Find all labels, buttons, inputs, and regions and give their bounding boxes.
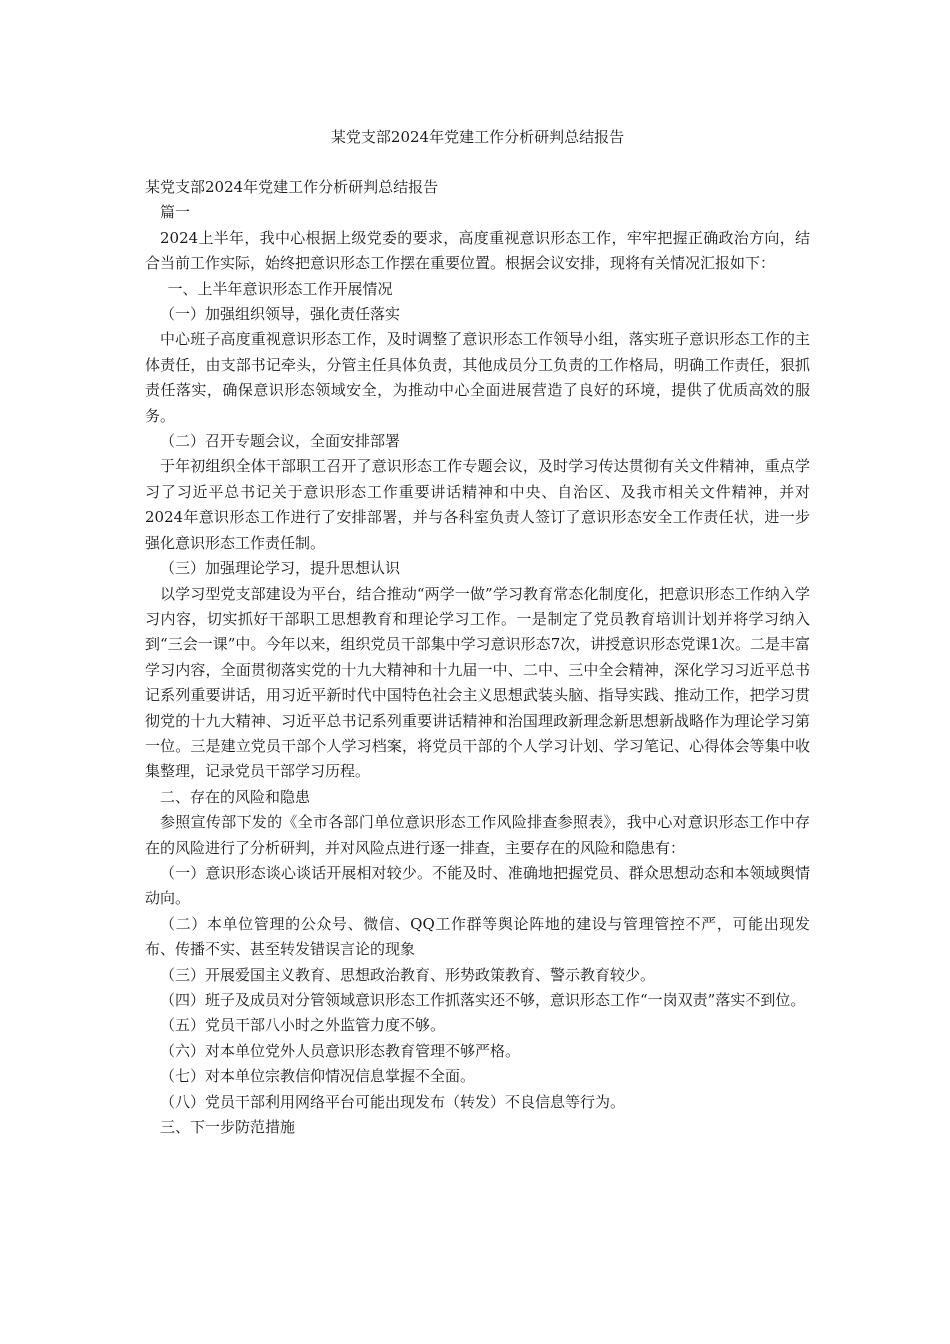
section-label: 篇一 (160, 203, 191, 222)
paragraph: 2024上半年，我中心根据上级党委的要求，高度重视意识形态工作，牢牢把握正确政治方向，结合当前工作实际，始终把意识形态工作摆在重要位置。根据会议安排，现将有关情况汇报如下： (145, 228, 810, 273)
paragraph: 参照宣传部下发的《全市各部门单位意识形态工作风险排查参照表》，我中心对意识形态工作中存在的风险进行了分析研判，并对风险点进行逐一排查，主要存在的风险和隐患有： (145, 813, 810, 857)
risk-item: （八）党员干部利用网络平台可能出现发布（转发）不良信息等行为。 (160, 1092, 626, 1111)
subsection-heading: （一）加强组织领导，强化责任落实 (160, 305, 401, 324)
paragraph: 于年初组织全体干部职工召开了意识形态工作专题会议，及时学习传达贯彻有关文件精神，重点学习了习近平总书记关于意识形态工作重要讲话精神和中央、自治区、及我市相关文件精神，并对2024年意识形态工作进行了安排部署，并与各科室负责人签订了意识形态安全工作责任状，进一步强化意识形态工作责任制。 (145, 457, 810, 552)
section-heading: 二、存在的风险和隐患 (160, 787, 311, 806)
risk-item: （三）开展爱国主义教育、思想政治教育、形势政策教育、警示教育较少。 (160, 965, 656, 984)
risk-item: （七）对本单位宗教信仰情况信息掌握不全面。 (160, 1067, 476, 1086)
risk-item: （五）党员干部八小时之外监管力度不够。 (160, 1016, 446, 1035)
document-body (145, 175, 810, 1140)
paragraph: 以学习型党支部建设为平台，结合推动“两学一做”学习教育常态化制度化，把意识形态工作纳入学习内容，切实抓好干部职工思想教育和理论学习工作。一是制定了党员教育培训计划并将学习纳入到“三会一课”中。今年以来，组织党员干部集中学习意识形态7次，讲授意识形态党课1次。二是丰富学习内容，全面贯彻落实党的十九大精神和十九届一中、二中、三中全会精神，深化学习习近平总书记系列重要讲话，用习近平新时代中国特色社会主义思想武装头脑、指导实践、推动工作，把学习贯彻党的十九大精神、习近平总书记系列重要讲话精神和治国理政新理念新思想新战略作为理论学习第一位。三是建立党员干部个人学习档案，将党员干部的个人学习计划、学习笔记、心得体会等集中收集整理，记录党员干部学习历程。 (145, 584, 810, 781)
risk-item: （六）对本单位党外人员意识形态教育管理不够严格。 (160, 1041, 521, 1060)
risk-item: （二）本单位管理的公众号、微信、QQ工作群等舆论阵地的建设与管理管控不严，可能出现发布、传播不实、甚至转发错误言论的现象 (145, 914, 810, 959)
subsection-heading: （三）加强理论学习，提升思想认识 (160, 559, 401, 578)
subsection-heading: （二）召开专题会议，全面安排部署 (160, 432, 401, 451)
body-heading: 某党支部2024年党建工作分析研判总结报告 (145, 178, 439, 196)
document-title: 某党支部2024年党建工作分析研判总结报告 (330, 128, 625, 146)
paragraph: 中心班子高度重视意识形态工作，及时调整了意识形态工作领导小组，落实班子意识形态工作的主体责任，由支部书记牵头，分管主任具体负责，其他成员分工负责的工作格局，明确工作责任，狠抓责任落实，确保意识形态领域安全，为推动中心全面进展营造了良好的环境，提供了优质高效的服务。 (145, 330, 810, 425)
risk-item: （一）意识形态谈心谈话开展相对较少。不能及时、准确地把握党员、群众思想动态和本领域舆情动向。 (145, 863, 810, 908)
risk-item: （四）班子及成员对分管领域意识形态工作抓落实还不够，意识形态工作“一岗双责”落实不到位。 (160, 991, 806, 1009)
section-heading: 一、上半年意识形态工作开展情况 (167, 279, 393, 298)
section-heading: 三、下一步防范措施 (160, 1118, 296, 1137)
